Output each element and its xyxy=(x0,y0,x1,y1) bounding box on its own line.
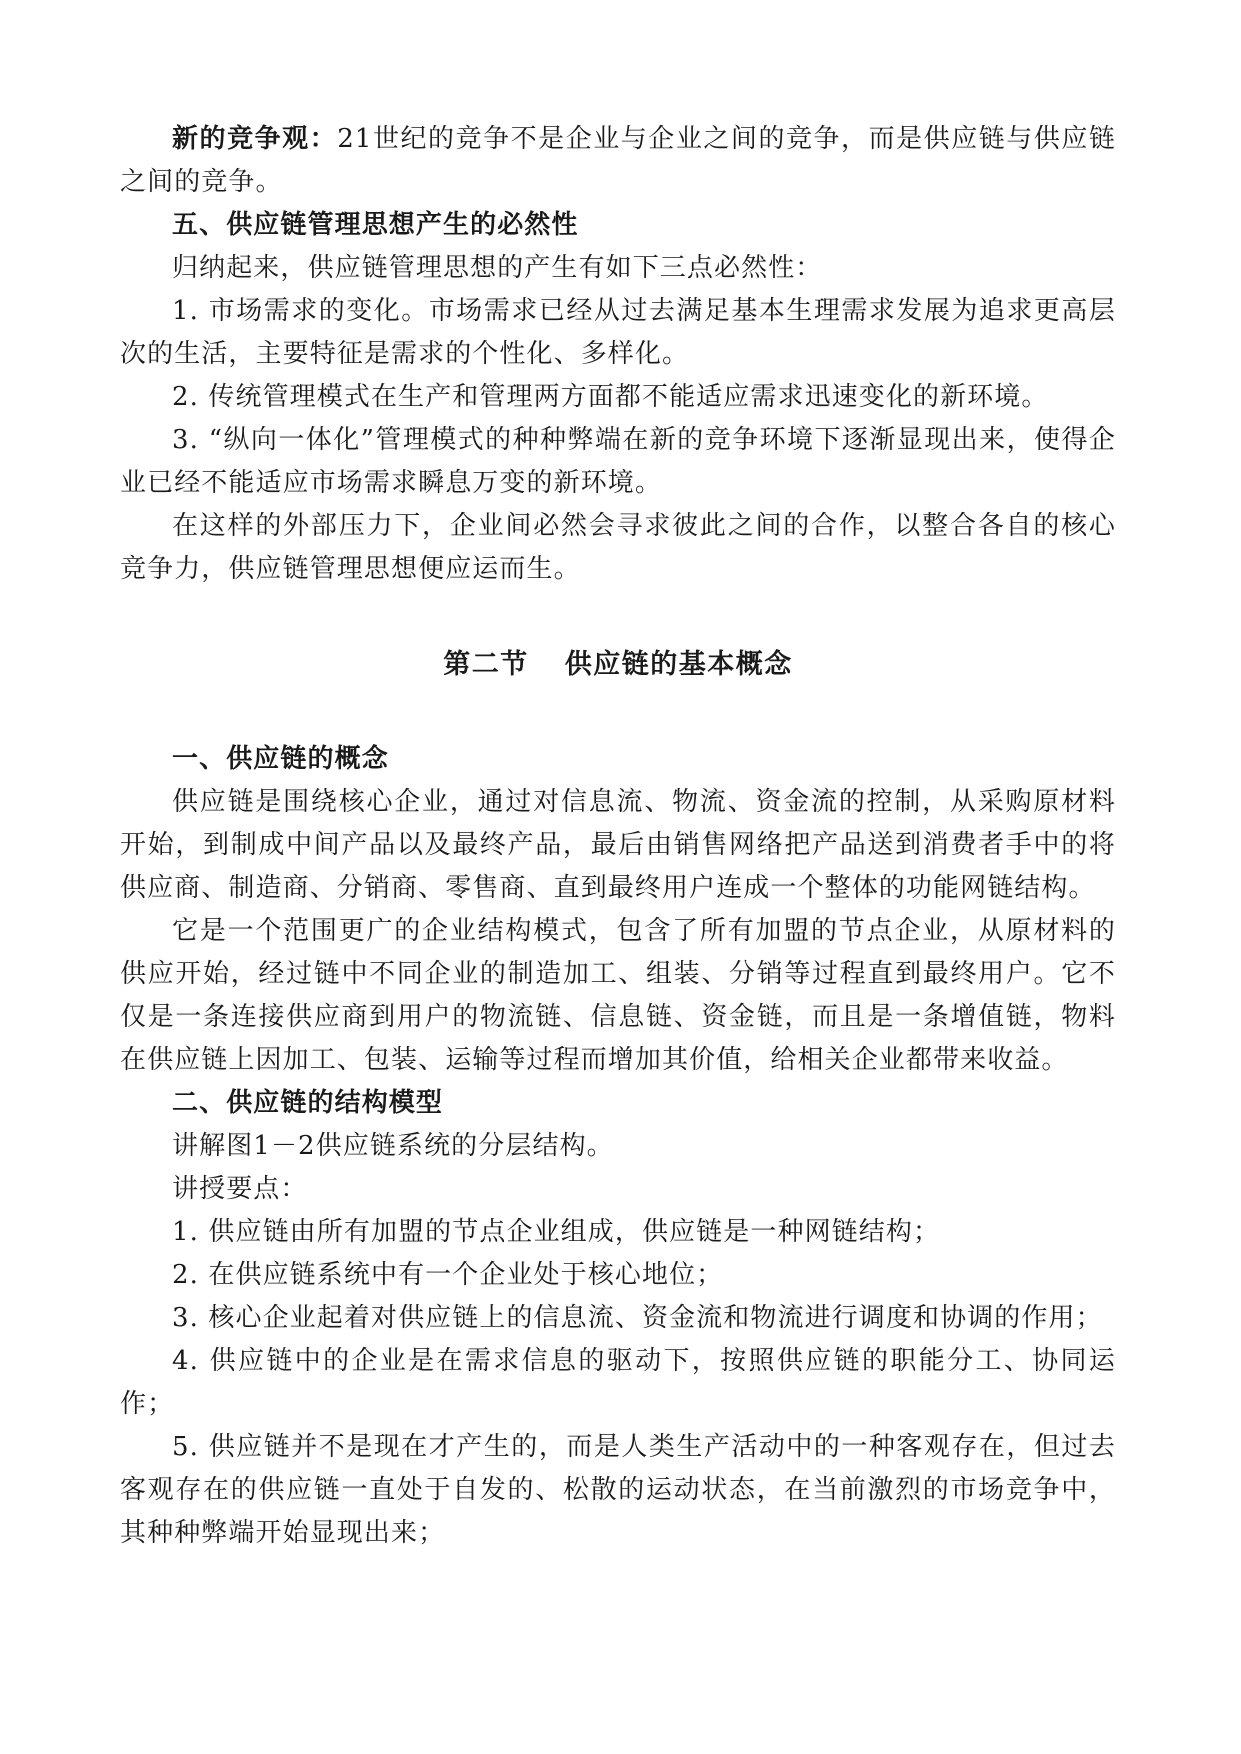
concept-heading: 一、供应链的概念 xyxy=(172,744,389,774)
section5-heading: 五、供应链管理思想产生的必然性 xyxy=(172,210,579,240)
section5-point-1: 1. 市场需求的变化。市场需求已经从过去满足基本生理需求发展为追求更高层次的生活，主要特征是需求的个性化、多样化。 xyxy=(120,296,1116,369)
section-title xyxy=(120,643,1116,686)
competition-paragraph xyxy=(120,118,1116,204)
model-figure-ref: 讲解图1－2供应链系统的分层结构。 xyxy=(172,1131,614,1161)
concept-paragraph-2: 它是一个范围更广的企业结构模式，包含了所有加盟的节点企业，从原材料的供应开始，经过链中不同企业的制造加工、组装、分销等过程直到最终用户。它不仅是一条连接供应商到用户的物流链、信息链、资金链，而且是一条增值链，物料在供应链上因加工、包装、运输等过程而增加其价值，给相关企业都带来收益。 xyxy=(120,916,1116,1075)
section-number: 第二节 xyxy=(443,649,529,680)
section-name: 供应链的基本概念 xyxy=(564,649,793,680)
section5-conclusion: 在这样的外部压力下，企业间必然会寻求彼此之间的合作，以整合各自的核心竞争力，供应链管理思想便应运而生。 xyxy=(120,511,1116,584)
model-point-3: 3. 核心企业起着对供应链上的信息流、资金流和物流进行调度和协调的作用； xyxy=(172,1303,1103,1333)
model-points-label: 讲授要点： xyxy=(172,1174,308,1204)
concept-paragraph-1: 供应链是围绕核心企业，通过对信息流、物流、资金流的控制，从采购原材料开始，到制成中间产品以及最终产品，最后由销售网络把产品送到消费者手中的将供应商、制造商、分销商、零售商、直到最终用户连成一个整体的功能网链结构。 xyxy=(120,787,1116,903)
competition-lead: 新的竞争观： xyxy=(172,124,338,154)
competition-text: 21世纪的竞争不是企业与企业之间的竞争，而是供应链与供应链之间的竞争。 xyxy=(120,124,1116,197)
model-point-4: 4. 供应链中的企业是在需求信息的驱动下，按照供应链的职能分工、协同运作； xyxy=(120,1346,1116,1419)
section5-summary: 归纳起来，供应链管理思想的产生有如下三点必然性： xyxy=(172,253,823,283)
section5-point-3: 3. “纵向一体化”管理模式的种种弊端在新的竞争环境下逐渐显现出来，使得企业已经不能适应市场需求瞬息万变的新环境。 xyxy=(120,425,1116,498)
document-page xyxy=(120,118,1116,1555)
model-point-5: 5. 供应链并不是现在才产生的，而是人类生产活动中的一种客观存在，但过去客观存在的供应链一直处于自发的、松散的运动状态，在当前激烈的市场竞争中，其种种弊端开始显现出来； xyxy=(120,1432,1116,1548)
section5-point-2: 2. 传统管理模式在生产和管理两方面都不能适应需求迅速变化的新环境。 xyxy=(172,382,1049,412)
model-point-2: 2. 在供应链系统中有一个企业处于核心地位； xyxy=(172,1260,724,1290)
model-heading: 二、供应链的结构模型 xyxy=(172,1088,444,1118)
model-point-1: 1. 供应链由所有加盟的节点企业组成，供应链是一种网链结构； xyxy=(172,1217,941,1247)
